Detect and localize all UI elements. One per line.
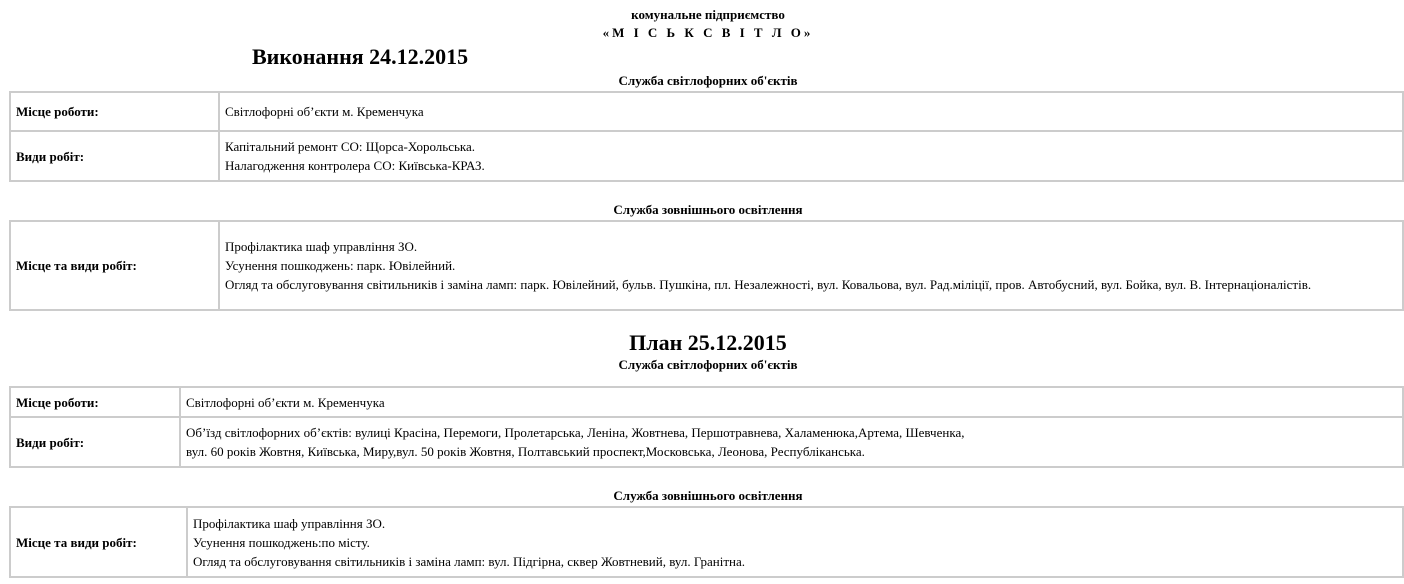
execution-traffic-table [9, 91, 1404, 182]
table-row [10, 221, 1403, 310]
execution-lighting-table [9, 220, 1404, 311]
row-label: Види робіт: [10, 131, 219, 181]
row-value [219, 92, 1403, 131]
value-line: Об’їзд світлофорних об’єктів: вулиці Красіна, Перемоги, Пролетарська, Леніна, Жовтнева, Першотравнева, Халаменюка,Артема, Шевченка, [186, 425, 965, 440]
value-line: Світлофорні об’єкти м. Кременчука [186, 394, 385, 410]
execution-title: Виконання 24.12.2015 [252, 44, 469, 69]
value-line: вул. 60 років Жовтня, Київська, Миру,вул. 50 років Жовтня, Полтавський проспект,Московська, Леонова, Республіканська. [186, 444, 865, 459]
table-row [10, 387, 1403, 417]
row-label: Види робіт: [10, 417, 180, 467]
row-value [180, 387, 1403, 417]
row-value [180, 417, 1403, 467]
table-row [10, 131, 1403, 181]
value-line: Огляд та обслуговування світильників і заміна ламп: вул. Підгірна, сквер Жовтневий, вул. Гранітна. [193, 553, 746, 569]
org-name: «М І С Ь К С В І Т Л О» [602, 25, 814, 40]
execution-traffic-service-title: Служба світлофорних об'єктів [618, 73, 798, 88]
row-value [187, 507, 1403, 577]
table-row [10, 417, 1403, 467]
row-value [219, 221, 1403, 310]
value-line: Налагодження контролера СО: Київська-КРАЗ. [225, 158, 485, 173]
row-value [219, 131, 1403, 181]
value-line: Огляд та обслуговування світильників і заміна ламп: парк. Ювілейний, бульв. Пушкіна, пл. Незалежності, вул. Ковальова, вул. Рад.міліції, пров. Автобусний, вул. Бойка, вул. В. Інтернаціоналістів. [225, 277, 1312, 292]
row-label: Місце роботи: [10, 92, 219, 131]
row-label: Місце та види робіт: [10, 221, 219, 310]
table-row [10, 507, 1403, 577]
value-line: Профілактика шаф управління ЗО. [225, 239, 418, 254]
plan-lighting-table [9, 506, 1404, 578]
plan-lighting-service-title: Служба зовнішнього освітлення [613, 488, 803, 503]
value-line: Профілактика шаф управління ЗО. [193, 515, 386, 531]
plan-title: План 25.12.2015 [629, 330, 787, 355]
plan-traffic-table [9, 386, 1404, 468]
plan-traffic-service-title: Служба світлофорних об'єктів [618, 357, 798, 372]
row-label: Місце та види робіт: [10, 507, 187, 577]
value-line: Капітальний ремонт СО: Щорса-Хорольська. [225, 139, 476, 154]
table-row [10, 92, 1403, 131]
row-label: Місце роботи: [10, 387, 180, 417]
org-type: комунальне підприємство [631, 7, 785, 22]
value-line: Усунення пошкоджень: парк. Ювілейний. [225, 258, 456, 273]
value-line: Світлофорні об’єкти м. Кременчука [225, 104, 424, 119]
execution-lighting-service-title: Служба зовнішнього освітлення [613, 202, 803, 217]
value-line: Усунення пошкоджень:по місту. [193, 534, 370, 550]
